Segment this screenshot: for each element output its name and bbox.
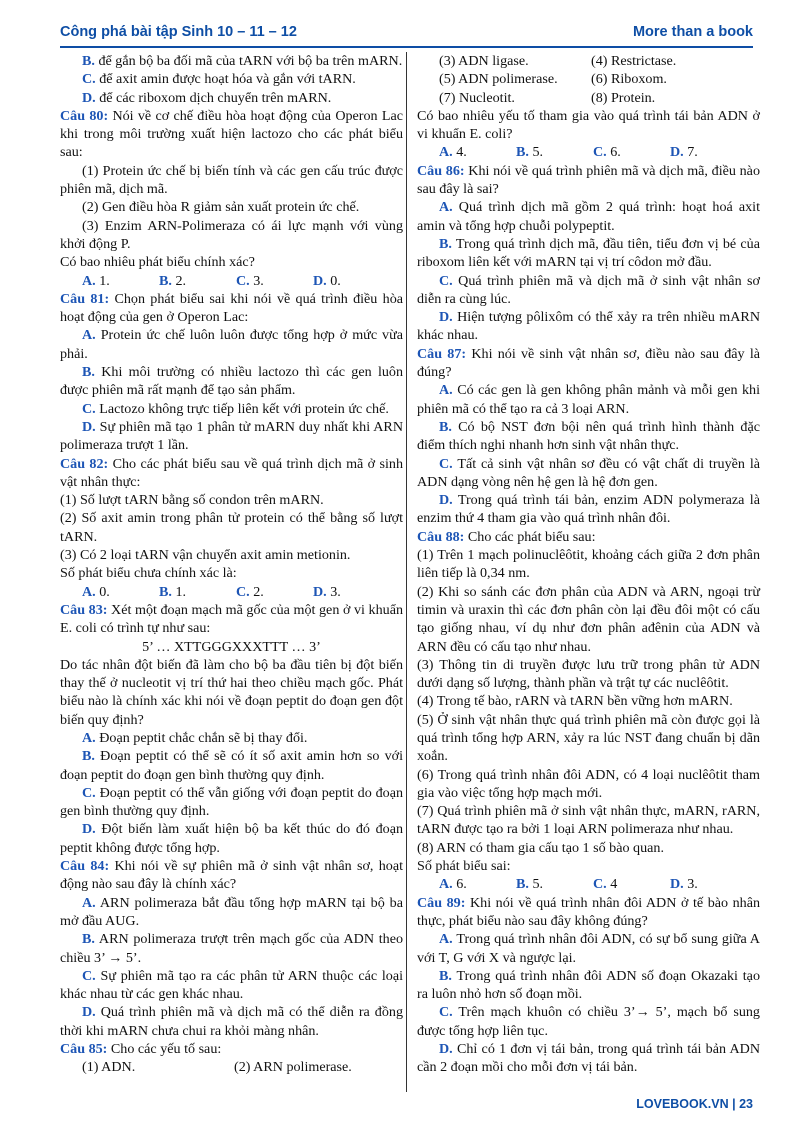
q89-option-b: B. Trong quá trình nhân đôi ADN số đoạn Okazaki tạo ra luôn nhỏ hơn số đoạn mồi. <box>417 967 760 1003</box>
footer-separator: | <box>732 1097 736 1111</box>
q83-stem: Câu 83: Xét một đoạn mạch mã gốc của một gen ở vi khuẩn E. coli có trình tự như sau: <box>60 601 403 637</box>
q88-statement: (1) Trên 1 mạch polinuclêôtit, khoảng cách giữa 2 đơn phân liên tiếp là 0,34 nm. <box>417 547 760 582</box>
q80-options: A. 1. B. 2. C. 3. D. 0. <box>82 272 341 289</box>
q86-option-c: C. Quá trình phiên mã và dịch mã ở sinh vật nhân sơ diễn ra cùng lúc. <box>417 272 760 307</box>
q87-option-c: C. Tất cả sinh vật nhân sơ đều có vật chất di truyền là ADN dạng vòng nên hệ gen là hệ đơn gen. <box>417 455 760 490</box>
q86-stem: Câu 86: Khi nói về quá trình phiên mã và dịch mã, điều nào sau đây là sai? <box>417 162 760 198</box>
header-rule <box>60 46 753 48</box>
q86-option-d: D. Hiện tượng pôlixôm có thể xảy ra trên nhiều mARN khác nhau. <box>417 309 760 344</box>
q83-option-b: B. Đoạn peptit có thể sẽ có ít số axit amin hơn so với đoạn peptit do đoạn gen bình thường quy định. <box>60 748 404 783</box>
q88-statement: (7) Quá trình phiên mã ở sinh vật nhân thực, mARN, rARN, tARN được tạo ra bởi 1 loại ARN polimeraza như nhau. <box>417 803 760 838</box>
q87-option-d: D. Trong quá trình tái bản, enzim ADN polymeraza là enzim thứ 4 tham gia vào quá trình nhân đôi. <box>417 492 760 527</box>
q84-option-b: B. ARN polimeraza trượt trên mạch gốc của ADN theo chiều 3’ → 5’. <box>60 931 403 966</box>
q83-option-a: A. Đoạn peptit chắc chắn sẽ bị thay đổi. <box>82 729 308 746</box>
q88-statement: (8) ARN có tham gia cấu tạo 1 số bào quan. <box>417 839 664 856</box>
q81-option-a: A. Protein ức chế luôn luôn được tổng hợp ở mức vừa phải. <box>60 327 403 362</box>
column-divider <box>406 52 407 1092</box>
q85-stem: Câu 85: Cho các yếu tố sau: <box>60 1041 222 1058</box>
q83-sequence: 5’ … XTTGGGXXXTTT … 3’ <box>142 638 321 655</box>
q88-statement: (2) Khi so sánh các đơn phân của ADN và ARN, ngoại trừ timin và uraxin thì các đơn phân còn lại đều đôi một có cấu tạo giống nhau, ví dụ như đơn phân ađênin của ADN và ARN đều có cấu tạo như nhau. <box>417 583 760 655</box>
q83-option-c: C. Đoạn peptit có thể vẫn giống với đoạn peptit do đoạn gen bình thường quy định. <box>60 784 404 820</box>
q89-stem: Câu 89: Khi nói về quá trình nhân đôi ADN ở tế bào nhân thực, phát biểu nào sau đây không đúng? <box>417 894 760 929</box>
right-column <box>417 52 760 1077</box>
q85-items: (1) ADN. (2) ARN polimerase. <box>82 1059 352 1076</box>
q82-statement: (3) Có 2 loại tARN vận chuyển axit amin metionin. <box>60 547 351 564</box>
q89-option-d: D. Chỉ có 1 đơn vị tái bản, trong quá trình tái bản ADN cần 2 đoạn mồi cho mỗi đơn vị tái bản. <box>417 1041 760 1076</box>
q84-option-d: D. Quá trình phiên mã và dịch mã có thể diễn ra đồng thời khi mARN chưa chui ra khỏi màng nhân. <box>60 1004 403 1039</box>
q85-items: (7) Nucleotit. (8) Protein. <box>439 89 656 106</box>
q79-option-b: B. để gắn bộ ba đối mã của tARN với bộ ba trên mARN. <box>82 53 403 69</box>
q83-body: Do tác nhân đột biến đã làm cho bộ ba đầu tiên bị đột biến thay thế ở nucleotit vị trí thứ hai theo chiều mạch gốc. Phát biểu nào là chính xác khi nói về đoạn peptit do đoạn gen đột biến quy định? <box>60 656 403 728</box>
q84-option-a: A. ARN polimeraza bắt đầu tổng hợp mARN tại bộ ba mở đầu AUG. <box>60 894 403 929</box>
q82-statement: (2) Số axit amin trong phân tử protein có thể bằng số lượt tARN. <box>60 510 403 545</box>
q87-stem: Câu 87: Khi nói về sinh vật nhân sơ, điều nào sau đây là đúng? <box>417 345 761 381</box>
q81-stem: Câu 81: Chọn phát biểu sai khi nói về quá trình điều hòa hoạt động của gen ở Operon Lac: <box>60 290 403 326</box>
q86-option-a: A. Quá trình dịch mã gồm 2 quá trình: hoạt hoá axit amin và tổng hợp chuỗi polypeptit. <box>417 199 760 234</box>
q80-statement: (2) Gen điều hòa R giảm sản xuất protein ức chế. <box>82 199 360 216</box>
left-column <box>60 52 403 1077</box>
q85-items: (3) ADN ligase. (4) Restrictase. <box>439 53 677 69</box>
q88-stem: Câu 88: Cho các phát biểu sau: <box>417 528 596 545</box>
q88-statement: (6) Trong quá trình nhân đôi ADN, có 4 loại nuclêôtit tham gia vào việc tổng hợp mạch mới. <box>417 766 760 801</box>
q80-stem: Câu 80: Nói về cơ chế điều hòa hoạt động của Operon Lac khi trong môi trường xuất hiện lactozo cho các phát biểu sau: <box>60 107 403 161</box>
q84-option-c: C. Sự phiên mã tạo ra các phân tử ARN thuộc các loại khác nhau từ các gen khác nhau. <box>60 967 404 1003</box>
q89-option-a: A. Trong quá trình nhân đôi ADN, có sự bổ sung giữa A với T, G với X và ngược lại. <box>417 931 760 966</box>
q82-ask: Số phát biểu chưa chính xác là: <box>60 565 237 582</box>
q81-option-b: B. Khi môi trường có nhiều lactozo thì các gen luôn được phiên mã rất mạnh để tạo sản phẩm. <box>60 364 403 399</box>
page-footer <box>636 1097 753 1111</box>
footer-site: LOVEBOOK.VN <box>636 1097 729 1111</box>
q88-options: A. 6. B. 5. C. 4 D. 3. <box>439 876 698 893</box>
running-header <box>60 22 753 50</box>
book-slogan: More than a book <box>632 24 753 40</box>
q79-option-c: C. để axit amin được hoạt hóa và gắn với tARN. <box>82 71 356 88</box>
q89-option-c: C. Trên mạch khuôn có chiều 3’→ 5’, mạch bổ sung được tổng hợp liên tục. <box>417 1004 760 1039</box>
q82-statement: (1) Số lượt tARN bằng số condon trên mARN. <box>60 492 324 509</box>
q86-option-b: B. Trong quá trình dịch mã, đầu tiên, tiểu đơn vị bé của riboxom liên kết với mARN tại vị trí côdon mở đầu. <box>417 235 760 271</box>
q80-ask: Có bao nhiêu phát biểu chính xác? <box>60 254 255 271</box>
q85-options: A. 4. B. 5. C. 6. D. 7. <box>439 144 698 161</box>
q85-items: (5) ADN polimerase. (6) Riboxom. <box>439 71 667 88</box>
q80-statement: (3) Enzim ARN-Polimeraza có ái lực mạnh với vùng khởi động P. <box>60 217 403 252</box>
q81-option-d: D. Sự phiên mã tạo 1 phân tử mARN duy nhất khi ARN polimeraza trượt 1 lần. <box>60 418 404 454</box>
q87-option-b: B. Có bộ NST đơn bội nên quá trình hình thành đặc điểm thích nghi nhanh hơn sinh vật nhân thực. <box>417 418 760 454</box>
q80-statement: (1) Protein ức chế bị biến tính và các gen cấu trúc được phiên mã, dịch mã. <box>60 162 403 198</box>
q88-statement: (4) Trong tế bào, rARN và tARN bền vững hơn mARN. <box>417 693 733 710</box>
q88-statement: (3) Thông tin di truyền được lưu trữ trong phân tử ADN dưới dạng số lượng, thành phần và trật tự các nuclêôtit. <box>417 656 760 692</box>
q87-option-a: A. Có các gen là gen không phân mảnh và mỗi gen khi phiên mã có thể tạo ra cả 3 loại ARN. <box>417 382 760 417</box>
q83-option-d: D. Đột biến làm xuất hiện bộ ba kết thúc do đó đoạn peptit không được tổng hợp. <box>60 821 403 856</box>
q84-stem: Câu 84: Khi nói về sự phiên mã ở sinh vật nhân sơ, hoạt động nào sau đây là chính xác? <box>60 858 403 893</box>
q82-options: A. 0. B. 1. C. 2. D. 3. <box>82 583 341 600</box>
q81-option-c: C. Lactozo không trực tiếp liên kết với protein ức chế. <box>82 400 389 417</box>
book-title: Công phá bài tập Sinh 10 – 11 – 12 <box>60 24 297 40</box>
q79-option-d: D. để các riboxom dịch chuyển trên mARN. <box>82 89 332 106</box>
q85-ask: Có bao nhiêu yếu tố tham gia vào quá trình tái bản ADN ở vi khuẩn E. coli? <box>417 107 760 143</box>
q82-stem: Câu 82: Cho các phát biểu sau về quá trình dịch mã ở sinh vật nhân thực: <box>60 455 403 490</box>
q88-statement: (5) Ở sinh vật nhân thực quá trình phiên mã còn được gọi là quá trình tổng hợp ARN, xảy ra lúc NST đang chuẩn bị dãn xoắn. <box>417 711 760 765</box>
page-number: 23 <box>739 1097 753 1111</box>
q88-ask: Số phát biểu sai: <box>417 858 511 875</box>
